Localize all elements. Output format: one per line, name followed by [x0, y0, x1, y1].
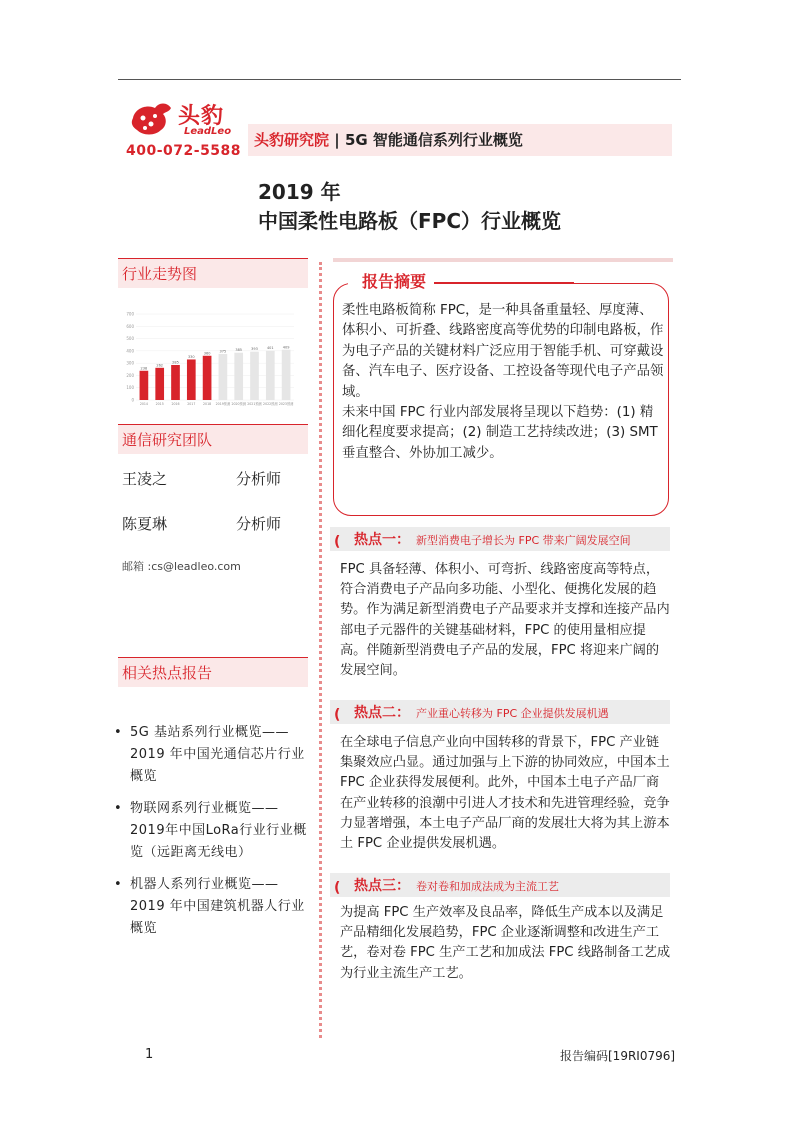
hotspot-label: 热点一：	[354, 532, 410, 548]
trend-chart	[122, 300, 298, 412]
chart-data-label: 238	[140, 366, 148, 371]
series-banner	[248, 124, 672, 156]
chart-bar	[140, 371, 149, 400]
team-member-role: 分析师	[236, 470, 282, 488]
chart-tick-label: 700	[126, 311, 134, 317]
abstract-paragraph: 柔性电路板简称 FPC，是一种具备重量轻、厚度薄、体积小、可折叠、线路密度高等优势的印制电路板，作为电子产品的关键材料广泛应用于智能手机、可穿戴设备、汽车电子、医疗设备、工控设备等现代电子产品领域。	[342, 303, 664, 400]
hotspot-body: 在全球电子信息产业向中国转移的背景下，FPC 产业链集聚效应凸显。通过加强与上下游的协同效应，中国本土 FPC 企业获得发展便利。此外，中国本土电子产品厂商在产业转移的浪潮中引进人才技术和先进管理经验，竞争力显著增强，本土电子产品厂商的发展壮大将为其上游本土 FPC 企业提供发展机遇。	[340, 735, 670, 852]
chart-bar	[219, 354, 228, 400]
related-heading: 相关热点报告	[118, 657, 308, 687]
hotspot-marker-icon: (	[334, 707, 341, 723]
chart-category-label: 2014	[139, 402, 148, 406]
hotspot-marker-icon: (	[334, 880, 341, 896]
chart-category-label: 2021预测	[247, 402, 262, 406]
chart-category-label: 2015	[155, 402, 164, 406]
hotspot-desc: 新型消费电子增长为 FPC 带来广阔发展空间	[416, 534, 631, 547]
chart-category-label: 2018	[203, 402, 212, 406]
related-report-item[interactable]: • 5G 基站系列行业概览——2019 年中国光通信芯片行业概览	[112, 722, 312, 788]
abstract-paragraph: 未来中国 FPC 行业内部发展将呈现以下趋势：(1) 精细化程度要求提高；(2) 制造工艺持续改进；(3) SMT 垂直整合、外协加工减少。	[342, 405, 658, 461]
chart-data-label: 360	[203, 351, 211, 356]
abstract-body	[342, 301, 664, 464]
hotspot-marker-icon: (	[334, 534, 341, 550]
chart-category-label: 2016	[171, 402, 180, 406]
column-divider	[319, 262, 322, 1038]
report-year: 2019 年	[258, 180, 341, 204]
chart-category-label: 2017	[187, 402, 196, 406]
chart-data-label: 262	[156, 363, 164, 368]
chart-data-label: 375	[219, 349, 227, 354]
decor-strip	[333, 258, 673, 262]
chart-data-label: 285	[172, 360, 179, 365]
contact-email: 邮箱 :cs@leadleo.com	[122, 560, 241, 573]
chart-bar	[187, 359, 196, 400]
chart-bar	[155, 368, 164, 400]
page-number: 1	[145, 1047, 154, 1062]
chart-tick-label: 500	[126, 336, 134, 342]
related-report-list	[112, 722, 312, 950]
chart-bar	[171, 365, 180, 400]
chart-category-label: 2019预测	[215, 402, 231, 406]
related-report-item[interactable]: • 物联网系列行业概览——2019年中国LoRa行业行业概览（远距离无线电）	[112, 798, 312, 864]
hotspot-body: FPC 具备轻薄、体积小、可弯折、线路密度高等特点，符合消费电子产品向多功能、小型化、便携化发展的趋势。作为满足新型消费电子产品要求并支撑和连接产品内部电子元器件的关键基础材料，FPC 的使用量相应提高。伴随新型消费电子产品的发展，FPC 将迎来广阔的发展空间。	[340, 562, 670, 679]
chart-bar	[282, 350, 291, 400]
brand-name-cn: 头豹	[178, 104, 225, 129]
trend-heading: 行业走势图	[118, 258, 308, 288]
hotspot-bar	[330, 700, 670, 724]
chart-data-label: 393	[251, 347, 258, 352]
chart-bar	[266, 351, 275, 400]
chart-bar	[234, 353, 243, 400]
chart-tick-label: 600	[126, 323, 134, 329]
series-name: | 5G 智能通信系列行业概览	[334, 131, 523, 149]
team-member-role: 分析师	[236, 515, 282, 533]
hotspot-bar	[330, 527, 670, 551]
brand-phone: 400-072-5588	[126, 143, 242, 159]
hotspot-label: 热点三：	[354, 878, 410, 894]
chart-category-label: 2020预测	[231, 402, 246, 406]
abstract-heading: 报告摘要	[348, 270, 434, 294]
report-code: 报告编码[19RI0796]	[560, 1049, 676, 1063]
top-rule	[118, 79, 681, 80]
team-member-name: 王凌之	[122, 470, 168, 488]
hotspot-body: 为提高 FPC 生产效率及良品率，降低生产成本以及满足产品精细化发展趋势，FPC 企业逐渐调整和改进生产工艺，卷对卷 FPC 生产工艺和加成法 FPC 线路制备工艺成为行业主流生产工艺。	[340, 905, 671, 981]
institute-name: 头豹研究院	[254, 131, 330, 149]
related-report-item[interactable]: • 机器人系列行业概览——2019 年中国建筑机器人行业概览	[112, 874, 312, 940]
chart-tick-label: 0	[131, 397, 134, 403]
chart-data-label: 401	[266, 346, 274, 351]
hotspot-desc: 产业重心转移为 FPC 企业提供发展机遇	[416, 707, 609, 720]
chart-data-label: 409	[282, 345, 290, 350]
hotspot-bar	[330, 873, 670, 897]
brand-name-en: LeadLeo	[184, 126, 232, 137]
chart-data-label: 385	[235, 348, 243, 353]
chart-tick-label: 100	[126, 385, 134, 391]
chart-bar	[203, 356, 212, 400]
chart-data-label: 330	[187, 354, 195, 359]
chart-tick-label: 200	[126, 372, 134, 378]
chart-tick-label: 300	[126, 360, 134, 366]
hotspot-label: 热点二：	[354, 705, 410, 721]
chart-bar	[250, 352, 259, 400]
team-heading: 通信研究团队	[118, 424, 308, 454]
chart-tick-label: 400	[126, 348, 134, 354]
hotspot-desc: 卷对卷和加成法成为主流工艺	[416, 880, 559, 893]
chart-category-label: 2023预测	[278, 402, 294, 406]
report-title: 中国柔性电路板（FPC）行业概览	[258, 209, 561, 233]
chart-category-label: 2022预测	[263, 402, 278, 406]
team-member-name: 陈夏琳	[122, 515, 168, 533]
